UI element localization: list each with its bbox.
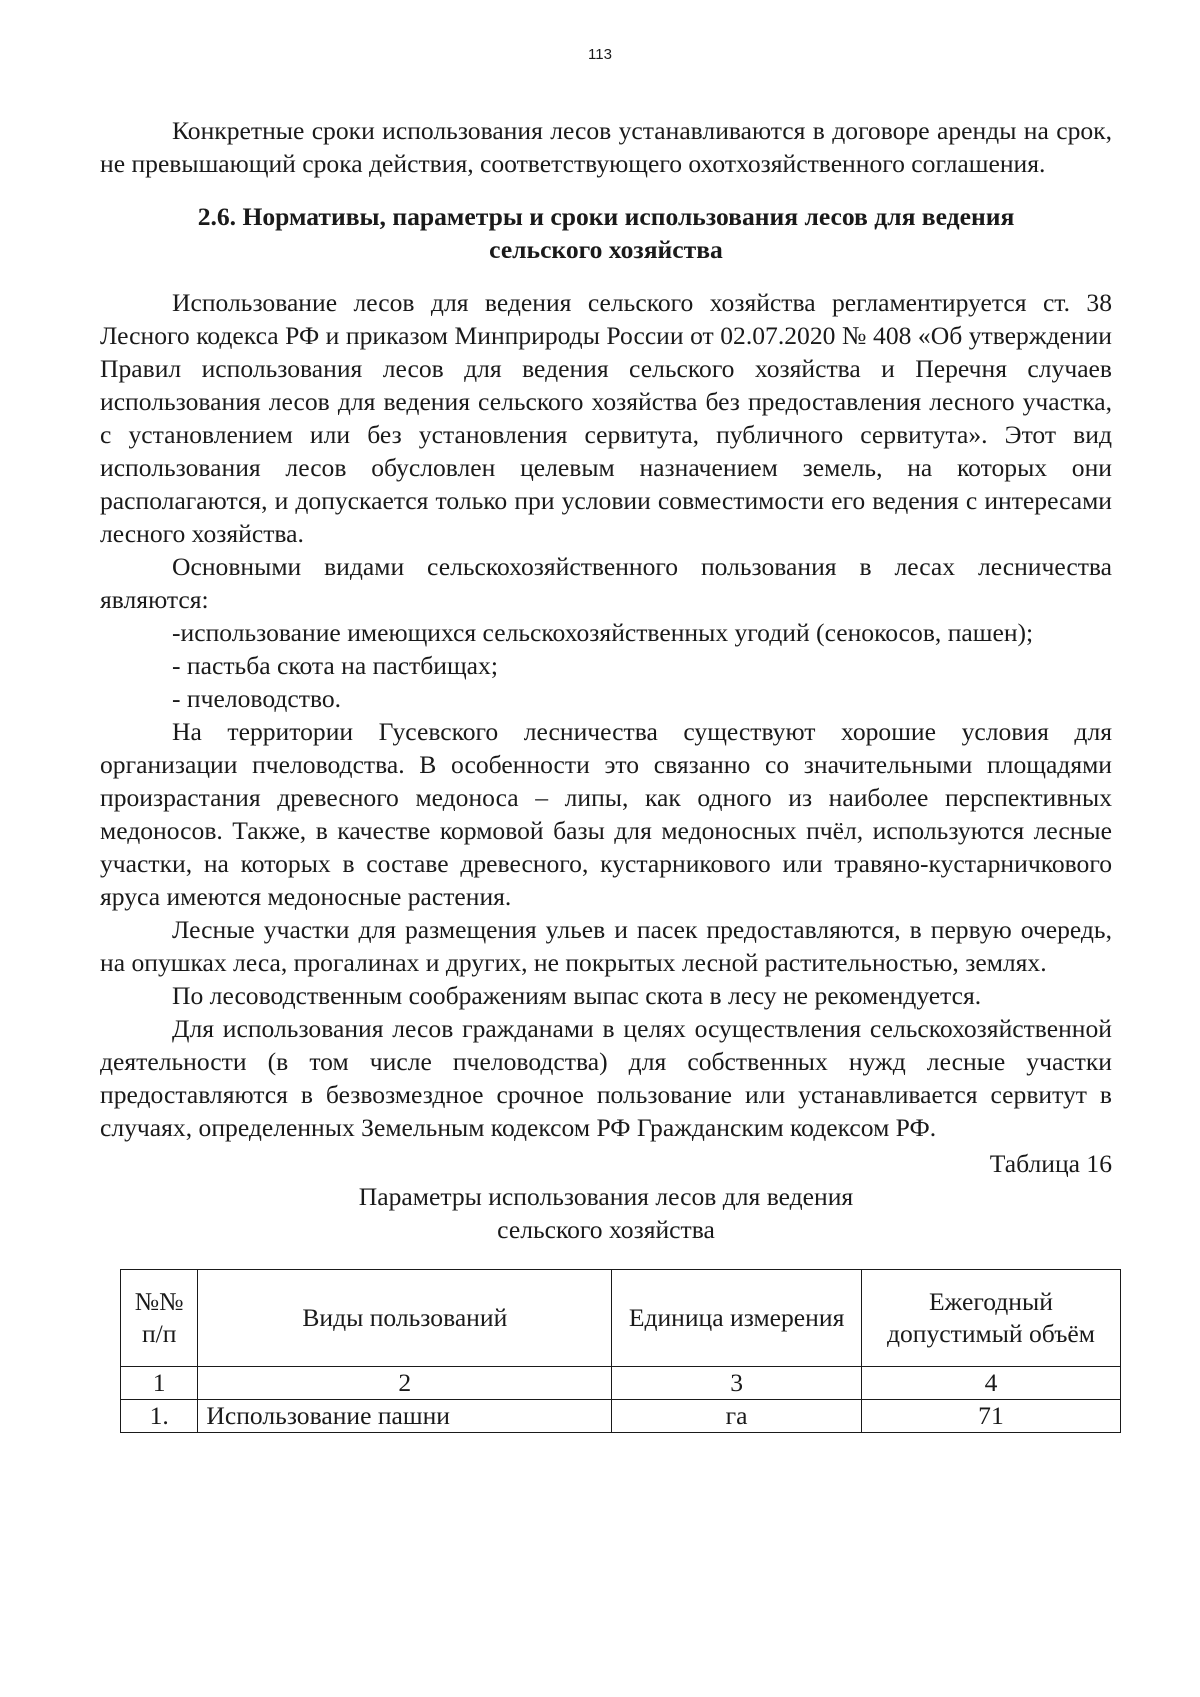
use-type-cell: Использование пашни xyxy=(198,1400,612,1433)
paragraph-apiary-plots: Лесные участки для размещения ульев и пасек предоставляются, в первую очередь, на опушках леса, прогалинах и других, не покрытых лесной растительностью, землях. xyxy=(100,915,1112,977)
header-number: №№ п/п xyxy=(121,1270,198,1367)
document-body xyxy=(100,114,1112,1433)
table-caption: Параметры использования лесов для ведения сельского хозяйства xyxy=(358,1182,854,1244)
unit-cell: га xyxy=(612,1400,862,1433)
column-number-cell: 2 xyxy=(198,1367,612,1400)
paragraph-citizen-use: Для использования лесов гражданами в целях осуществления сельскохозяйственной деятельности (в том числе пчеловодства) для собственных нужд лесные участки предоставляются в безвозмездное срочное пользование или устанавливается сервитут в случаях, определенных Земельным кодексом РФ Гражданским кодексом РФ. xyxy=(100,1014,1112,1142)
list-item-agricultural-land: -использование имеющихся сельскохозяйственных угодий (сенокосов, пашен); xyxy=(172,618,1034,647)
list-item-beekeeping: - пчеловодство. xyxy=(172,684,342,713)
volume-cell: 71 xyxy=(861,1400,1120,1433)
column-number-cell: 1 xyxy=(121,1367,198,1400)
page-number: 113 xyxy=(588,46,612,63)
column-number-cell: 3 xyxy=(612,1367,862,1400)
paragraph-grazing-not-recommended: По лесоводственным соображениям выпас скота в лесу не рекомендуется. xyxy=(172,981,982,1010)
list-item-grazing: - пастьба скота на пастбищах; xyxy=(172,651,498,680)
table-column-number-row xyxy=(121,1367,1121,1400)
table-number: Таблица 16 xyxy=(989,1149,1112,1178)
parameters-table xyxy=(120,1269,1121,1433)
section-heading: 2.6. Нормативы, параметры и сроки использования лесов для ведения сельского хозяйства xyxy=(197,202,1015,264)
paragraph-legal-basis: Использование лесов для ведения сельского хозяйства регламентируется ст. 38 Лесного кодекса РФ и приказом Минприроды России от 02.07.2020 № 408 «Об утверждении Правил использования лесов для ведения сельского хозяйства и Перечня случаев использования лесов для ведения сельского хозяйства без предоставления лесного участка, с установлением или без установления сервитута, публичного сервитута». Этот вид использования лесов обусловлен целевым назначением земель, на которых они располагаются, и допускается только при условии совместимости его ведения с интересами лесного хозяйства. xyxy=(100,288,1112,548)
table-header-row xyxy=(121,1270,1121,1367)
column-number-cell: 4 xyxy=(861,1367,1120,1400)
intro-paragraph: Конкретные сроки использования лесов устанавливаются в договоре аренды на срок, не превышающий срока действия, соответствующего охотхозяйственного соглашения. xyxy=(100,116,1112,178)
paragraph-beekeeping-conditions: На территории Гусевского лесничества существуют хорошие условия для организации пчеловодства. В особенности это связанно со значительными площадями произрастания древесного медоноса – липы, как одного из наиболее перспективных медоносов. Также, в качестве кормовой базы для медоносных пчёл, используются лесные участки, на которых в составе древесного, кустарникового или травяно-кустарничкового яруса имеются медоносные растения. xyxy=(100,717,1112,911)
row-number-cell: 1. xyxy=(121,1400,198,1433)
header-annual-volume: Ежегодный допустимый объём xyxy=(861,1270,1120,1367)
table-row xyxy=(121,1400,1121,1433)
header-unit: Единица измерения xyxy=(612,1270,862,1367)
header-use-type: Виды пользований xyxy=(198,1270,612,1367)
paragraph-main-types: Основными видами сельскохозяйственного пользования в лесах лесничества являются: xyxy=(100,552,1112,614)
